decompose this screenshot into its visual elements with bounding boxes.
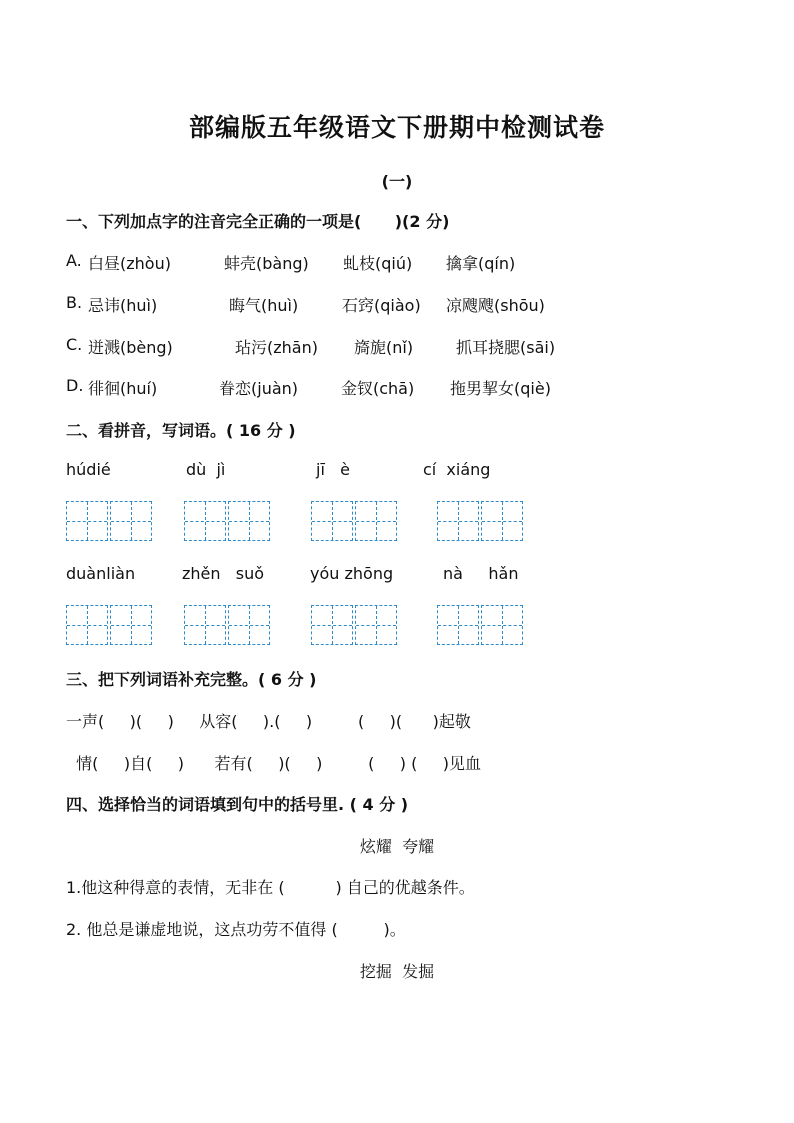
option-label: C. <box>66 335 83 354</box>
option-item: 抓耳挠腮(sāi) <box>456 338 556 357</box>
q2-heading: 二、看拼音，写词语。( 16 分 ) <box>66 421 296 440</box>
option-item: 蚌壳(bàng) <box>224 254 309 273</box>
tianzige-box[interactable] <box>228 605 270 645</box>
option-label: D. <box>66 376 84 395</box>
tianzige-box[interactable] <box>437 605 479 645</box>
option-item: 石窍(qiào) <box>342 296 421 315</box>
word-choices: 炫耀 夸耀 <box>359 837 435 856</box>
tianzige-box[interactable] <box>184 501 226 541</box>
writing-grid[interactable] <box>184 501 270 541</box>
q1-heading: 一、下列加点字的注音完全正确的一项是( )(2 分) <box>66 212 450 231</box>
option-item: 晦气(huì) <box>229 296 299 315</box>
tianzige-box[interactable] <box>66 605 108 645</box>
option-item: 擒拿(qín) <box>446 254 516 273</box>
writing-grid[interactable] <box>437 501 523 541</box>
pinyin-label: húdié <box>66 460 111 479</box>
pinyin-label: yóu zhōng <box>310 564 394 583</box>
page-subtitle: (一) <box>381 172 413 191</box>
option-item: 金钗(chā) <box>341 379 415 398</box>
writing-grid[interactable] <box>184 605 270 645</box>
word-choices: 挖掘 发掘 <box>359 962 435 981</box>
option-item: 玷污(zhān) <box>235 338 318 357</box>
tianzige-box[interactable] <box>184 605 226 645</box>
tianzige-box[interactable] <box>355 501 397 541</box>
q3-line: 一声( )( ) 从容( ).( ) ( )( )起敬 <box>66 712 471 731</box>
tianzige-box[interactable] <box>110 501 152 541</box>
pinyin-label: duànliàn <box>66 564 136 583</box>
tianzige-box[interactable] <box>481 605 523 645</box>
tianzige-box[interactable] <box>66 501 108 541</box>
q3-heading: 三、把下列词语补充完整。( 6 分 ) <box>66 670 317 689</box>
writing-grid[interactable] <box>311 501 397 541</box>
tianzige-box[interactable] <box>437 501 479 541</box>
tianzige-box[interactable] <box>311 501 353 541</box>
option-label: A. <box>66 251 82 270</box>
option-item: 虬枝(qiú) <box>343 254 413 273</box>
pinyin-label: jī è <box>316 460 350 479</box>
pinyin-label: cí xiáng <box>423 460 491 479</box>
option-item: 凉飕飕(shōu) <box>446 296 545 315</box>
option-item: 迸溅(bèng) <box>88 338 173 357</box>
tianzige-box[interactable] <box>228 501 270 541</box>
q3-line: 情( )自( ) 若有( )( ) ( ) ( )见血 <box>66 754 482 773</box>
tianzige-box[interactable] <box>355 605 397 645</box>
q4-sentence: 1.他这种得意的表情，无非在 ( ) 自己的优越条件。 <box>66 878 475 897</box>
option-item: 旖旎(nǐ) <box>354 338 414 357</box>
tianzige-box[interactable] <box>311 605 353 645</box>
writing-grid[interactable] <box>66 605 152 645</box>
q4-heading: 四、选择恰当的词语填到句中的括号里. ( 4 分 ) <box>66 795 409 814</box>
option-item: 忌讳(huì) <box>88 296 158 315</box>
pinyin-label: zhěn suǒ <box>182 564 265 583</box>
q4-sentence: 2. 他总是谦虚地说，这点功劳不值得 ( )。 <box>66 920 406 939</box>
option-label: B. <box>66 293 83 312</box>
option-item: 白昼(zhòu) <box>88 254 171 273</box>
page-title: 部编版五年级语文下册期中检测试卷 <box>188 113 605 142</box>
tianzige-box[interactable] <box>110 605 152 645</box>
option-item: 眷恋(juàn) <box>219 379 299 398</box>
tianzige-box[interactable] <box>481 501 523 541</box>
option-item: 拖男挈女(qiè) <box>450 379 551 398</box>
pinyin-label: nà hǎn <box>443 564 519 583</box>
writing-grid[interactable] <box>311 605 397 645</box>
option-item: 徘徊(huí) <box>88 379 158 398</box>
writing-grid[interactable] <box>437 605 523 645</box>
writing-grid[interactable] <box>66 501 152 541</box>
pinyin-label: dù jì <box>186 460 226 479</box>
